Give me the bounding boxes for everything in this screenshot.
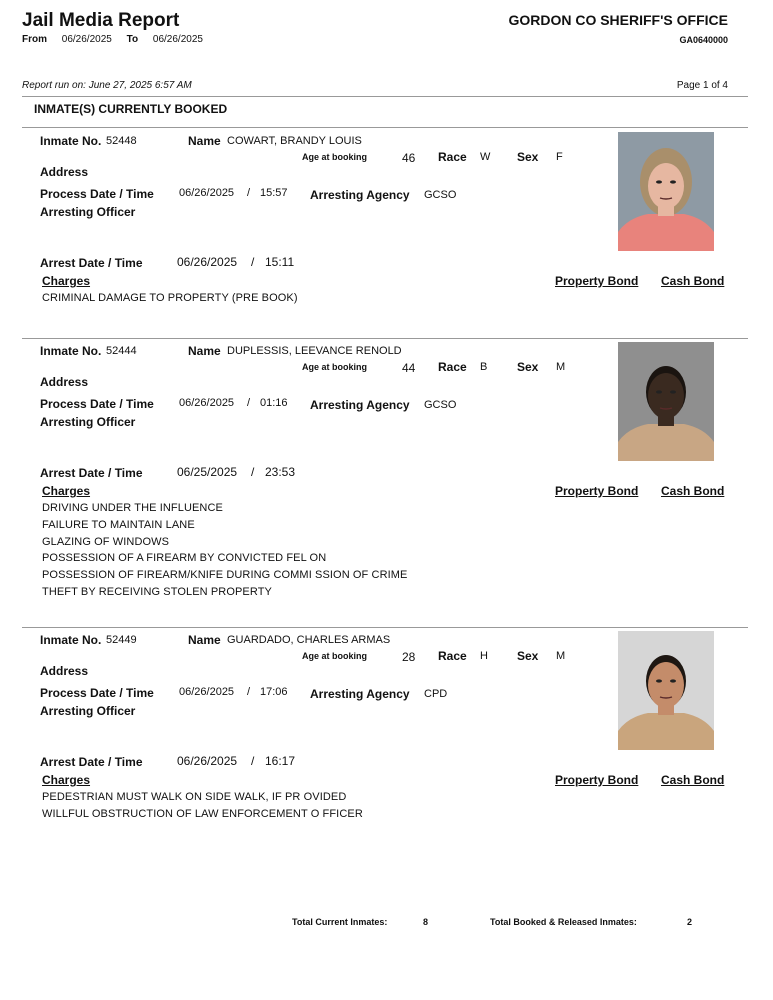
process-date: 06/26/2025 [179, 187, 235, 199]
page-indicator: Page 1 of 4 [676, 80, 728, 91]
name-label: Name [188, 344, 221, 358]
arrest-date: 06/25/2025 [177, 465, 238, 479]
race-label: Race [438, 360, 467, 374]
arrest-sep: / [251, 255, 255, 269]
total-current-value: 8 [423, 917, 429, 927]
from-date: 06/26/2025 [61, 34, 112, 45]
sex-label: Sex [517, 150, 539, 164]
charge-item: POSSESSION OF A FIREARM BY CONVICTED FEL ON [42, 552, 327, 565]
inmate-name: DUPLESSIS, LEEVANCE RENOLD [227, 345, 402, 357]
property-bond-label: Property Bond [555, 484, 639, 498]
process-sep: / [247, 187, 251, 199]
header-divider [22, 96, 748, 97]
arrest-date: 06/26/2025 [177, 754, 238, 768]
process-date: 06/26/2025 [179, 397, 235, 409]
arrest-sep: / [251, 754, 255, 768]
officer-label: Arresting Officer [40, 704, 136, 718]
age-label: Age at booking [302, 651, 367, 661]
arrest-time: 16:17 [265, 754, 296, 768]
name-label: Name [188, 134, 221, 148]
total-booked-released-value: 2 [687, 917, 693, 927]
charge-item: THEFT BY RECEIVING STOLEN PROPERTY [42, 585, 272, 598]
arrest-time: 15:11 [265, 255, 295, 269]
process-label: Process Date / Time [40, 397, 154, 411]
age-value: 28 [402, 650, 416, 664]
inmate-no-value: 52448 [106, 135, 137, 147]
portrait-image [618, 132, 714, 251]
section-title: INMATE(S) CURRENTLY BOOKED [34, 102, 228, 116]
arrest-date: 06/26/2025 [177, 255, 238, 269]
charge-item: FAILURE TO MAINTAIN LANE [42, 518, 195, 531]
cash-bond-label: Cash Bond [661, 484, 725, 498]
charge-item: POSSESSION OF FIREARM/KNIFE DURING COMMI SSION OF CRIME [42, 569, 408, 582]
agency-label: Arresting Agency [310, 188, 410, 202]
charges-list [42, 789, 363, 823]
charge-item: CRIMINAL DAMAGE TO PROPERTY (PRE BOOK) [42, 292, 298, 304]
age-label: Age at booking [302, 362, 367, 372]
booking-photo [618, 631, 714, 750]
agency-value: GCSO [424, 189, 457, 201]
name-label: Name [188, 633, 221, 647]
run-timestamp: Report run on: June 27, 2025 6:57 AM [22, 80, 192, 91]
to-date: 06/26/2025 [152, 34, 203, 45]
arrest-label: Arrest Date / Time [40, 466, 143, 480]
booking-photo [618, 342, 714, 461]
age-label: Age at booking [302, 152, 367, 162]
section-divider [22, 127, 748, 128]
age-value: 46 [402, 151, 416, 165]
charges-list [42, 500, 407, 601]
inmate-name: GUARDADO, CHARLES ARMAS [227, 634, 391, 646]
race-value: H [480, 650, 488, 662]
inmate-no-label: Inmate No. [40, 633, 102, 647]
process-label: Process Date / Time [40, 686, 154, 700]
date-range [22, 34, 203, 45]
booking-photo [618, 132, 714, 251]
sex-label: Sex [517, 649, 539, 663]
inmate-no-label: Inmate No. [40, 134, 102, 148]
process-time: 15:57 [260, 187, 288, 199]
race-label: Race [438, 649, 467, 663]
inmate-name: COWART, BRANDY LOUIS [227, 135, 362, 147]
officer-label: Arresting Officer [40, 415, 136, 429]
sex-label: Sex [517, 360, 539, 374]
ori-code: GA0640000 [679, 35, 728, 45]
process-sep: / [247, 686, 251, 698]
charges-label: Charges [42, 484, 91, 498]
from-label: From [22, 34, 47, 45]
address-label: Address [40, 165, 89, 179]
report-title: Jail Media Report [22, 10, 180, 31]
charges-list [42, 290, 298, 307]
charges-label: Charges [42, 274, 91, 288]
charge-item: GLAZING OF WINDOWS [42, 535, 170, 548]
arrest-sep: / [251, 465, 255, 479]
charges-label: Charges [42, 773, 91, 787]
inmate-divider [22, 627, 748, 628]
race-label: Race [438, 150, 467, 164]
process-time: 17:06 [260, 686, 288, 698]
portrait-image [618, 342, 714, 461]
process-sep: / [247, 397, 251, 409]
property-bond-label: Property Bond [555, 274, 639, 288]
property-bond-label: Property Bond [555, 773, 639, 787]
cash-bond-label: Cash Bond [661, 773, 725, 787]
total-current-label: Total Current Inmates: [292, 917, 388, 927]
charge-item: PEDESTRIAN MUST WALK ON SIDE WALK, IF PR OVIDED [42, 791, 347, 803]
process-date: 06/26/2025 [179, 686, 235, 698]
inmate-no-value: 52444 [106, 345, 137, 357]
inmate-no-label: Inmate No. [40, 344, 102, 358]
inmate-no-value: 52449 [106, 634, 137, 646]
sex-value: M [556, 361, 566, 373]
process-time: 01:16 [260, 397, 288, 409]
arrest-time: 23:53 [265, 465, 296, 479]
address-label: Address [40, 664, 89, 678]
charge-item: DRIVING UNDER THE INFLUENCE [42, 502, 223, 514]
race-value: B [480, 361, 488, 373]
agency-label: Arresting Agency [310, 687, 410, 701]
age-value: 44 [402, 361, 416, 375]
address-label: Address [40, 375, 89, 389]
agency-name: GORDON CO SHERIFF'S OFFICE [508, 12, 728, 28]
process-label: Process Date / Time [40, 187, 154, 201]
inmate-divider [22, 338, 748, 339]
sex-value: M [556, 650, 566, 662]
cash-bond-label: Cash Bond [661, 274, 725, 288]
arrest-label: Arrest Date / Time [40, 256, 143, 270]
total-booked-released-label: Total Booked & Released Inmates: [490, 917, 637, 927]
sex-value: F [556, 151, 563, 163]
charge-item: WILLFUL OBSTRUCTION OF LAW ENFORCEMENT O FFICER [42, 807, 363, 820]
portrait-image [618, 631, 714, 750]
arrest-label: Arrest Date / Time [40, 755, 143, 769]
officer-label: Arresting Officer [40, 205, 136, 219]
agency-label: Arresting Agency [310, 398, 410, 412]
agency-value: CPD [424, 688, 448, 700]
race-value: W [480, 151, 491, 163]
agency-value: GCSO [424, 399, 457, 411]
to-label: To [126, 34, 139, 45]
